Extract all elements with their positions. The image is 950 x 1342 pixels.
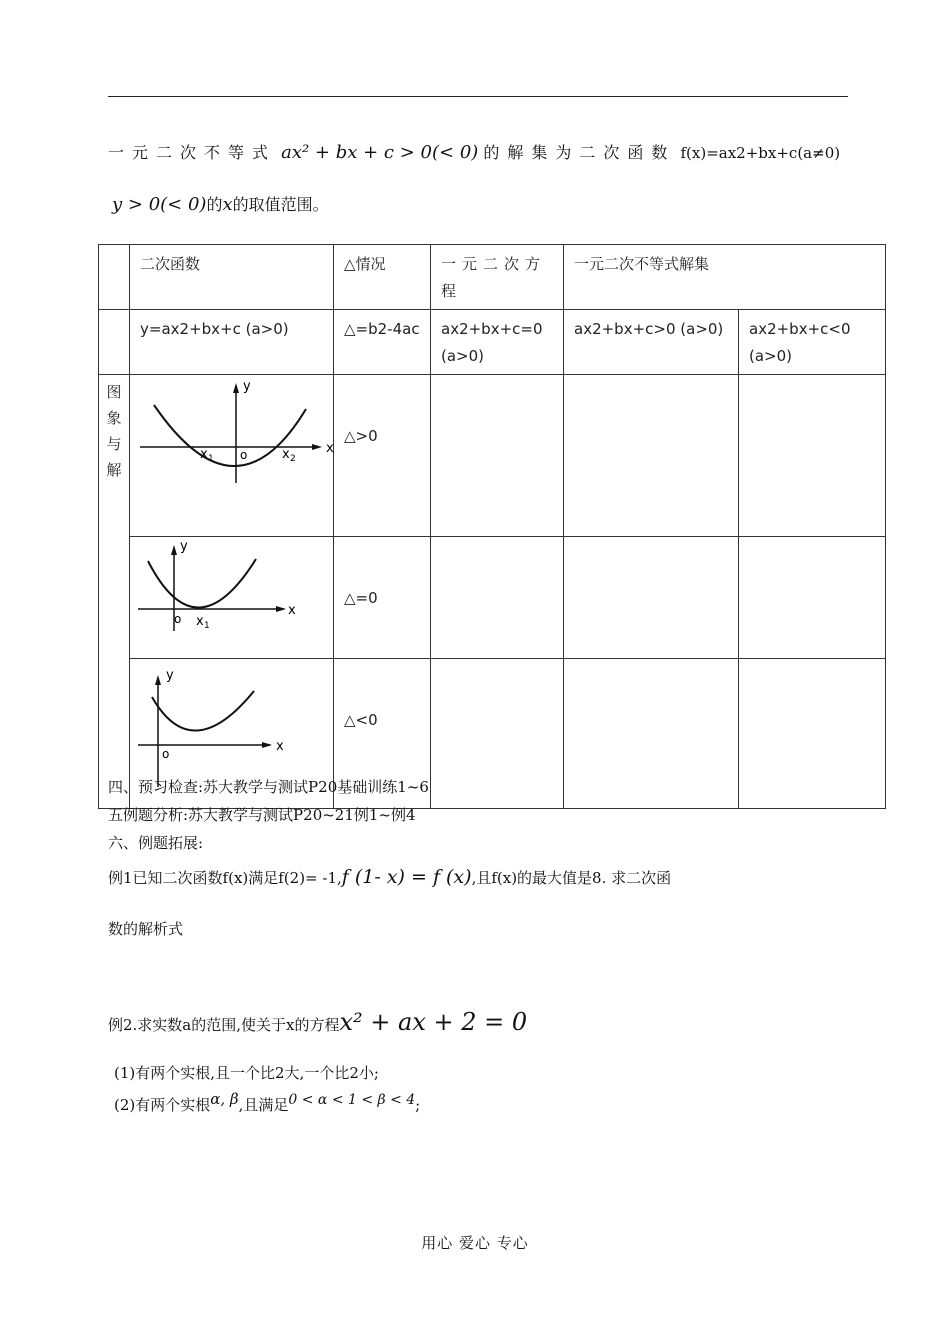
section-example-analysis: 五例题分析:苏大教学与测试P20~21例1~例4 bbox=[108, 806, 416, 824]
case-zero: △=0 bbox=[334, 537, 431, 659]
inequality-formula: ax² + bx + c > 0(< 0) bbox=[281, 142, 479, 163]
root-x1-label: x bbox=[200, 447, 208, 462]
intro-line-1 bbox=[108, 140, 840, 163]
origin-label: o bbox=[174, 612, 182, 626]
question-2-end: ; bbox=[415, 1096, 421, 1114]
y-axis-label: y bbox=[180, 539, 188, 554]
parabola-two-roots-graph bbox=[130, 375, 334, 527]
root-x2-label: x bbox=[282, 447, 290, 462]
y-condition-formula: y > 0(< 0) bbox=[112, 194, 207, 215]
sub-function: y=ax2+bx+c (a>0) bbox=[130, 310, 334, 375]
side-char-4: 解 bbox=[106, 461, 122, 479]
example-1-symmetry-formula: f (1- x) = f (x) bbox=[341, 866, 472, 888]
sub-equation: ax2+bx+c=0 (a>0) bbox=[431, 310, 564, 375]
table-row-zero bbox=[99, 537, 886, 659]
eq-solution-zero bbox=[431, 537, 564, 659]
question-2-mid: ,且满足 bbox=[238, 1096, 289, 1114]
header-quadratic-function: 二次函数 bbox=[130, 245, 334, 310]
example-1 bbox=[108, 866, 671, 888]
example-2-equation: x² + ax + 2 = 0 bbox=[339, 1008, 528, 1036]
table-header-row bbox=[99, 245, 886, 310]
root-x1-label: x bbox=[196, 614, 204, 629]
table-subheader-row bbox=[99, 310, 886, 375]
page-footer: 用心 爱心 专心 bbox=[421, 1234, 529, 1252]
origin-label: o bbox=[240, 448, 248, 462]
x-axis-label: x bbox=[276, 739, 284, 754]
sub-greater: ax2+bx+c>0 (a>0) bbox=[564, 310, 739, 375]
example-2-question-1: (1)有两个实根,且一个比2大,一个比2小; bbox=[114, 1064, 379, 1082]
eq-solution-negative bbox=[431, 659, 564, 809]
gt-solution-zero bbox=[564, 537, 739, 659]
section-example-extension: 六、例题拓展: bbox=[108, 834, 204, 852]
origin-label: o bbox=[162, 747, 170, 761]
lt-solution-positive bbox=[739, 375, 886, 537]
x-axis-label: x bbox=[326, 441, 334, 456]
y-axis-label: y bbox=[243, 379, 251, 394]
example-1-text: 例1已知二次函数f(x)满足f(2)= -1, bbox=[108, 869, 342, 887]
intro-line-2 bbox=[112, 192, 329, 215]
corner-cell bbox=[99, 245, 130, 310]
parabola-one-root-graph bbox=[130, 537, 330, 649]
blank-cell bbox=[99, 310, 130, 375]
header-rule bbox=[108, 96, 848, 97]
gt-solution-negative bbox=[564, 659, 739, 809]
example-1-text-end: ,且f(x)的最大值是8. 求二次函 bbox=[471, 869, 672, 887]
side-char-1: 图 bbox=[106, 383, 122, 401]
root-x1-subscript: 1 bbox=[208, 454, 214, 464]
intro-de: 的 bbox=[206, 195, 223, 214]
lt-solution-zero bbox=[739, 537, 886, 659]
roots-interval-condition: 0 < α < 1 < β < 4 bbox=[288, 1092, 416, 1108]
side-char-2: 象 bbox=[106, 409, 122, 427]
graph-cell-zero bbox=[130, 537, 334, 659]
roots-alpha-beta: α, β bbox=[210, 1090, 239, 1108]
example-1-continued: 数的解析式 bbox=[108, 920, 184, 938]
lt-solution-negative bbox=[739, 659, 886, 809]
header-equation: 一元二次方程 bbox=[431, 245, 564, 310]
sub-discriminant: △=b2-4ac bbox=[334, 310, 431, 375]
case-negative: △<0 bbox=[334, 659, 431, 809]
summary-table bbox=[98, 244, 886, 809]
intro-label: 一元二次不等式 bbox=[108, 143, 277, 162]
example-2-question-2 bbox=[114, 1090, 420, 1115]
intro-tail: 的解集为二次函数 bbox=[483, 143, 676, 162]
function-def: f(x)=ax2+bx+c(a≠0) bbox=[680, 144, 841, 162]
sub-less: ax2+bx+c<0 (a>0) bbox=[739, 310, 886, 375]
section-preview-check: 四、预习检查:苏大教学与测试P20基础训练1~6 bbox=[108, 778, 429, 796]
eq-solution-positive bbox=[431, 375, 564, 537]
x-axis-label: x bbox=[288, 603, 296, 618]
x-var: x bbox=[222, 194, 233, 215]
gt-solution-positive bbox=[564, 375, 739, 537]
intro-line2-tail: 的取值范围。 bbox=[232, 195, 329, 214]
y-axis-label: y bbox=[166, 668, 174, 683]
case-positive: △>0 bbox=[334, 375, 431, 537]
question-2-text: (2)有两个实根 bbox=[114, 1096, 211, 1114]
example-2-text: 例2.求实数a的范围,使关于x的方程 bbox=[108, 1016, 340, 1034]
side-char-3: 与 bbox=[106, 435, 122, 453]
root-x2-subscript: 2 bbox=[290, 454, 296, 464]
header-discriminant: △情况 bbox=[334, 245, 431, 310]
header-inequality-solution: 一元二次不等式解集 bbox=[564, 245, 886, 310]
side-label bbox=[99, 375, 130, 809]
example-2 bbox=[108, 1008, 527, 1036]
root-x1-subscript: 1 bbox=[204, 621, 210, 631]
graph-cell-positive bbox=[130, 375, 334, 537]
table-row-positive bbox=[99, 375, 886, 537]
